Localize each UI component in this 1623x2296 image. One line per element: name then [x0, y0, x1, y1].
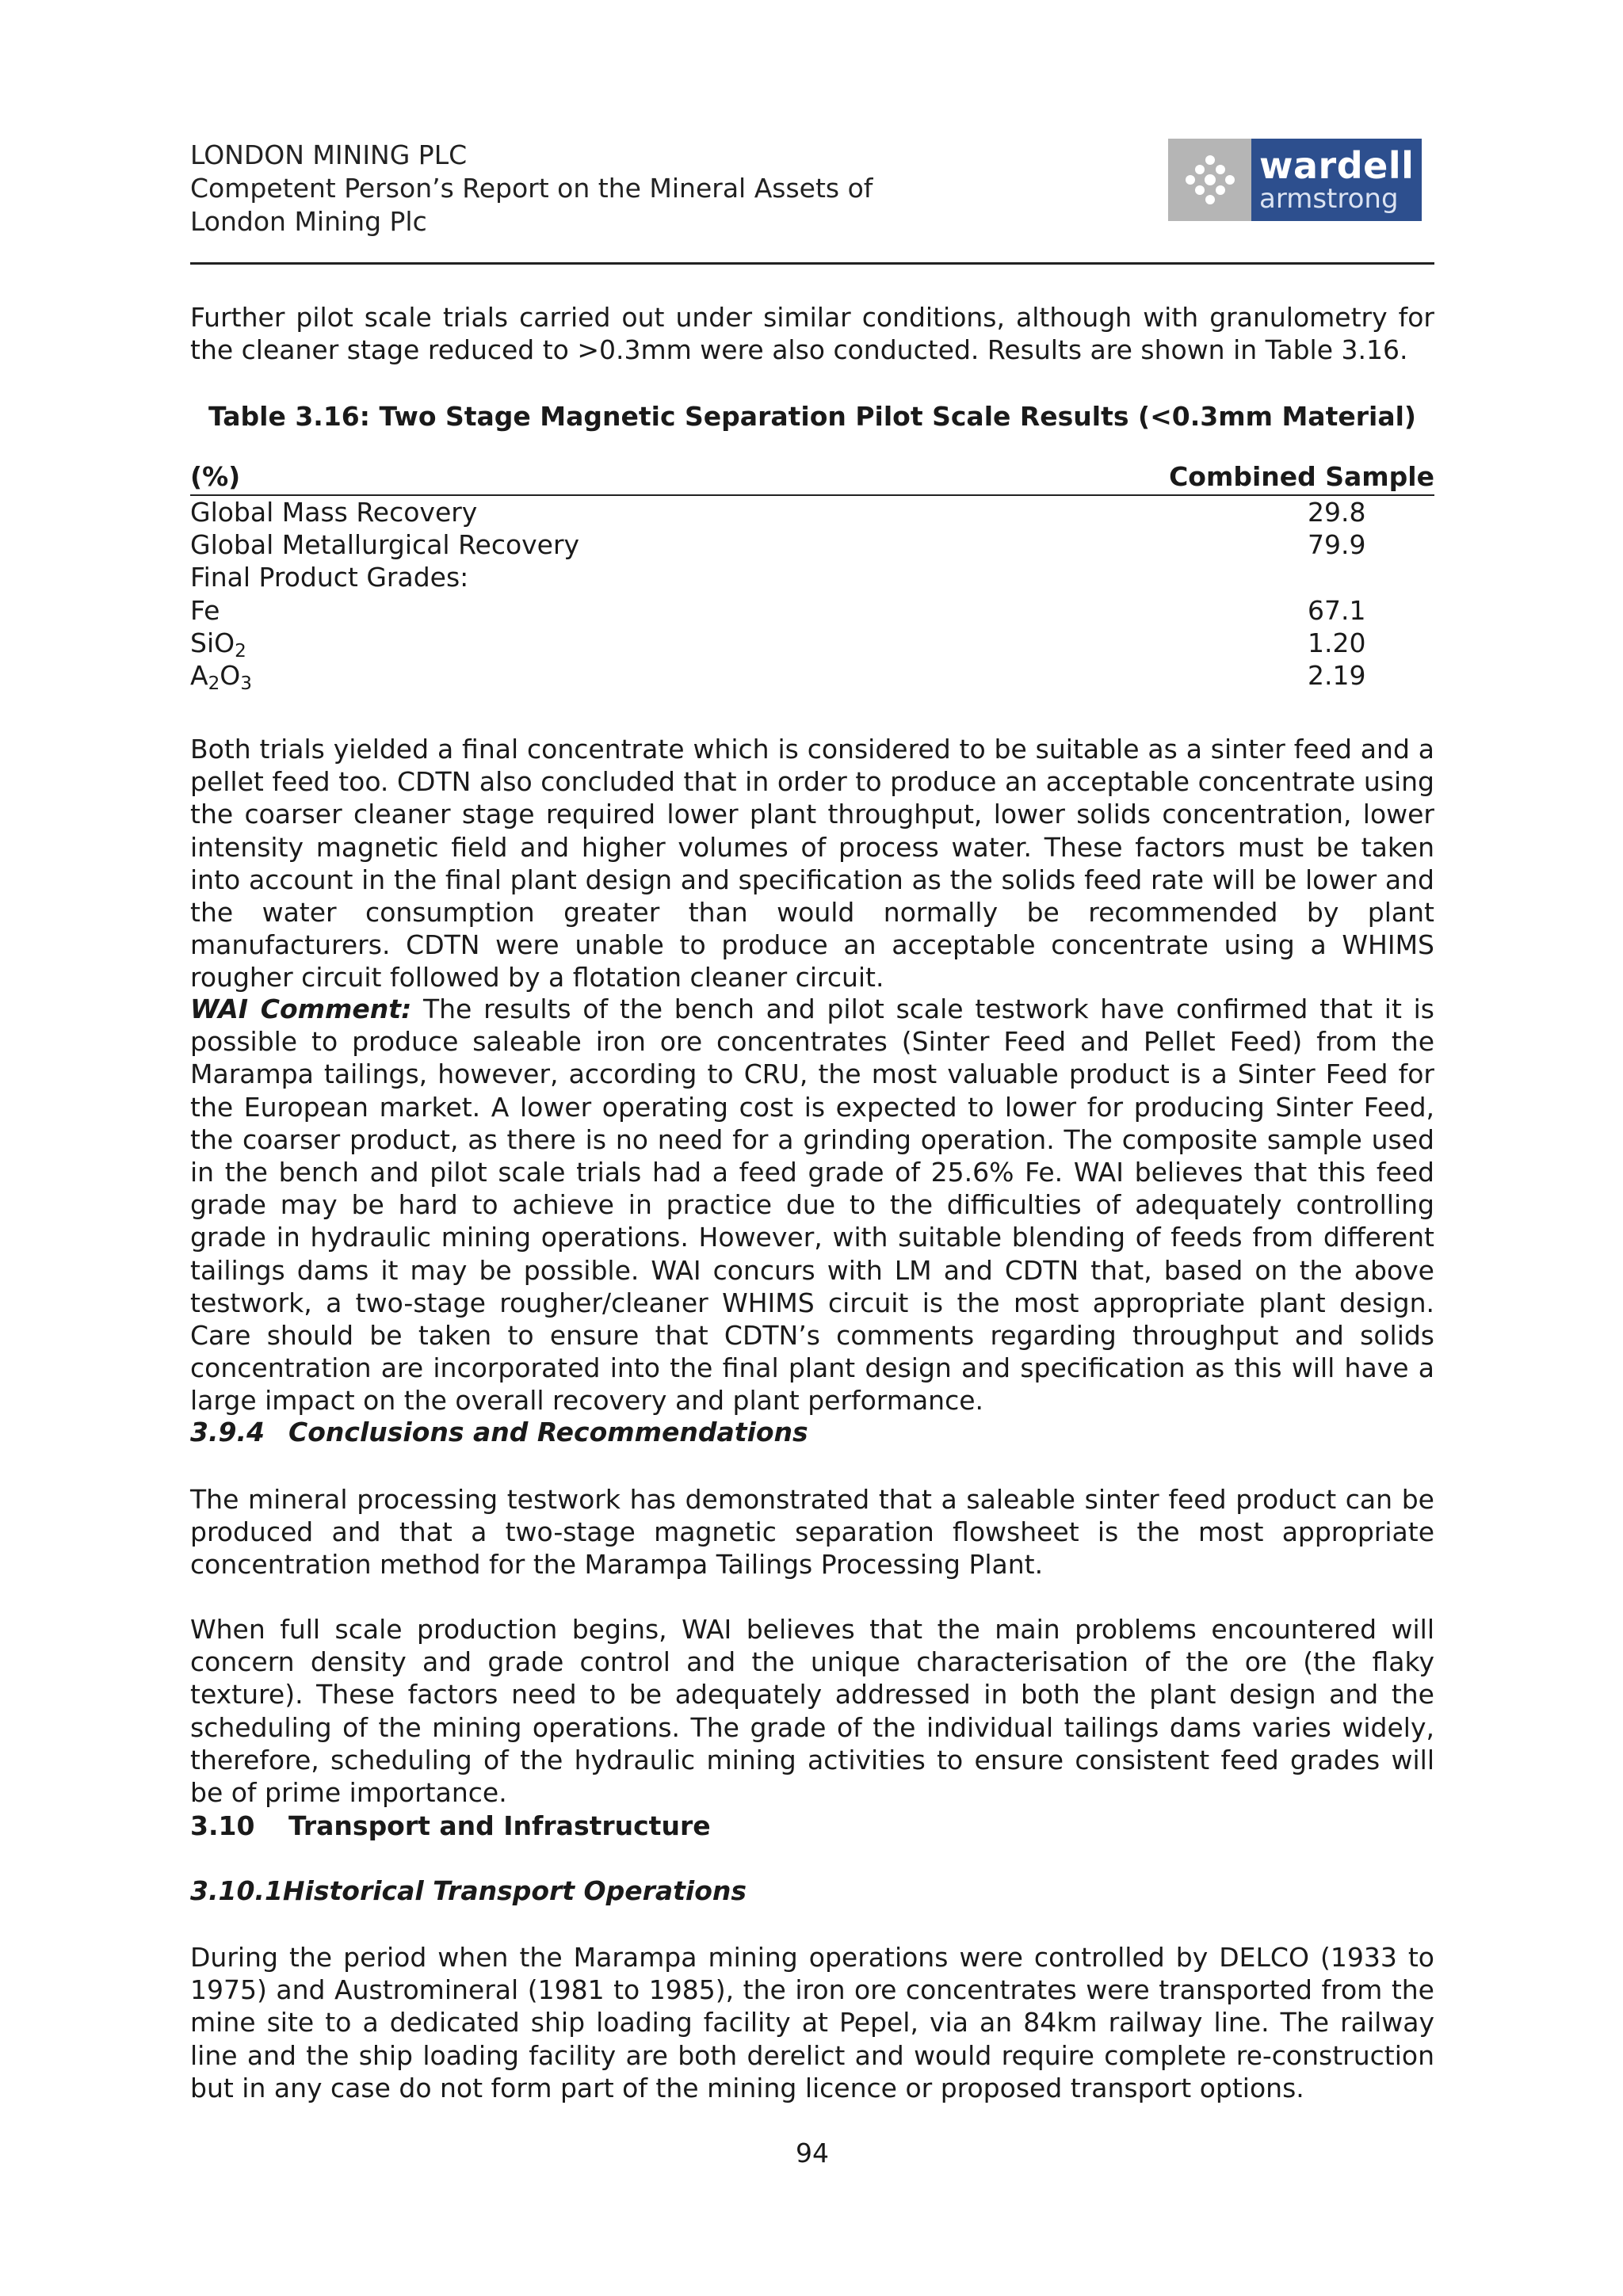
row-value: 2.19 — [1308, 659, 1366, 691]
formula-part: A — [190, 659, 208, 691]
row-label: Global Mass Recovery — [190, 497, 478, 528]
table-title: Table 3.16: Two Stage Magnetic Separation Pilot Scale Results (<0.3mm Material) — [208, 401, 1416, 432]
row-value: 67.1 — [1308, 594, 1366, 626]
wai-comment-text: The results of the bench and pilot scale testwork have confirmed that it is possible to produce saleable iron ore concentrates (Sinter Feed and Pellet Feed) from the Marampa tailings, however, according to CRU, the most valuable product is a Sinter Feed for the European market. A lower operating cost is expected to lower for producing Sinter Feed, the coarser product, as there is no need for a grinding operation. The composite sample used in the bench and pilot scale trials had a feed grade of 25.6% Fe. WAI believes that this feed grade may be hard to achieve in practice due to the difficulties of adequately controlling grade in hydraulic mining operations. However, with suitable blending of feeds from different tailings dams it may be possible. WAI concurs with LM and CDTN that, based on the above testwork, a two-stage rougher/cleaner WHIMS circuit is the most appropriate plant design. Care should be taken to ensure that CDTN’s comments regarding throughput and solids concentration are incorporated into the final plant design and specification as this will have a large impact on the overall recovery and plant performance. — [190, 994, 1434, 1417]
report-title-line2: London Mining Plc — [190, 206, 427, 237]
trials-paragraph: Both trials yielded a final concentrate which is considered to be suitable as a sinter feed and a pellet feed too. CDTN also concluded that in order to produce an acceptable concentrate using the coarser cleaner stage required lower plant throughput, lower solids concentration, lower intensity magnetic field and higher volumes of process water. These factors must be taken into account in the final plant design and specification as the solids feed rate will be lower and the water consumption greater than would normally be recommended by plant manufacturers. CDTN were unable to produce an acceptable concentrate using a WHIMS rougher circuit followed by a flotation cleaner circuit. — [190, 734, 1434, 994]
section-number: 3.10.1 — [190, 1875, 283, 1906]
page-number: 94 — [796, 2138, 829, 2168]
table-row — [190, 561, 1434, 593]
historical-transport-paragraph: During the period when the Marampa mining operations were controlled by DELCO (1933 to 1975) and Austromineral (1981 to 1985), the iron ore concentrates were transported from the mine site to a dedicated ship loading facility at Pepel, via an 84km railway line. The railway line and the ship loading facility are both derelict and would require complete re-construction but in any case do not form part of the mining licence or proposed transport options. — [190, 1942, 1434, 2103]
conclusions-paragraph-1: The mineral processing testwork has demonstrated that a saleable sinter feed product can be produced and that a two-stage magnetic separation flowsheet is the most appropriate concentration method for the Marampa Tailings Processing Plant. — [190, 1484, 1434, 1581]
page-header — [190, 139, 1434, 265]
results-table — [190, 460, 1434, 692]
section-title: Historical Transport Operations — [282, 1875, 747, 1906]
wai-comment-paragraph — [190, 993, 1434, 1417]
formula-part: SiO — [190, 627, 235, 658]
logo-word-wardell: wardell — [1259, 144, 1415, 187]
table-row — [190, 627, 1434, 662]
logo-word-armstrong: armstrong — [1259, 183, 1399, 215]
row-value: 79.9 — [1308, 529, 1366, 561]
formula-part: O — [220, 659, 241, 691]
row-label: Global Metallurgical Recovery — [190, 529, 580, 561]
conclusions-paragraph-2: When full scale production begins, WAI believes that the main problems encountered will concern density and grade control and the unique characterisation of the ore (the flaky texture). These factors need to be adequately addressed in both the plant design and the scheduling of the mining operations. The grade of the individual tailings dams varies widely, therefore, scheduling of the hydraulic mining activities to ensure consistent feed grades will be of prime importance. — [190, 1614, 1434, 1809]
section-title: Transport and Infrastructure — [288, 1810, 711, 1841]
logo-mark-icon — [1168, 139, 1251, 221]
table-row — [190, 594, 1434, 627]
row-label: Fe — [190, 594, 220, 626]
row-label-formula — [190, 659, 1308, 692]
section-heading-3-10-1 — [190, 1875, 747, 1908]
wardell-armstrong-logo — [1168, 139, 1422, 221]
report-title-line1: Competent Person’s Report on the Mineral Assets of — [190, 173, 873, 204]
section-number: 3.10 — [190, 1810, 255, 1841]
row-label: Final Product Grades: — [190, 562, 469, 593]
section-title: Conclusions and Recommendations — [288, 1417, 808, 1447]
table-row — [190, 528, 1434, 561]
row-value: 1.20 — [1308, 627, 1366, 658]
wai-comment-label: WAI Comment: — [190, 994, 412, 1024]
logo-wordmark — [1251, 139, 1422, 221]
formula-subscript: 2 — [208, 673, 220, 694]
header-text — [190, 139, 873, 238]
table-col-label: (%) — [190, 461, 241, 492]
formula-subscript: 3 — [240, 673, 252, 694]
formula-subscript: 2 — [235, 640, 246, 662]
row-value — [1308, 561, 1434, 593]
row-value: 29.8 — [1308, 497, 1366, 528]
table-header-row — [190, 460, 1434, 496]
company-name: LONDON MINING PLC — [190, 139, 468, 170]
section-number: 3.9.4 — [190, 1417, 265, 1447]
section-heading-3-10 — [190, 1810, 711, 1843]
intro-paragraph: Further pilot scale trials carried out under similar conditions, although with granulometry for the cleaner stage reduced to >0.3mm were also conducted. Results are shown in Table 3.16. — [190, 302, 1434, 366]
table-col-value: Combined Sample — [1169, 461, 1434, 492]
table-row — [190, 659, 1434, 692]
header-divider — [190, 262, 1434, 265]
row-label-formula — [190, 627, 1308, 662]
table-row — [190, 496, 1434, 528]
section-heading-3-9-4 — [190, 1416, 808, 1449]
